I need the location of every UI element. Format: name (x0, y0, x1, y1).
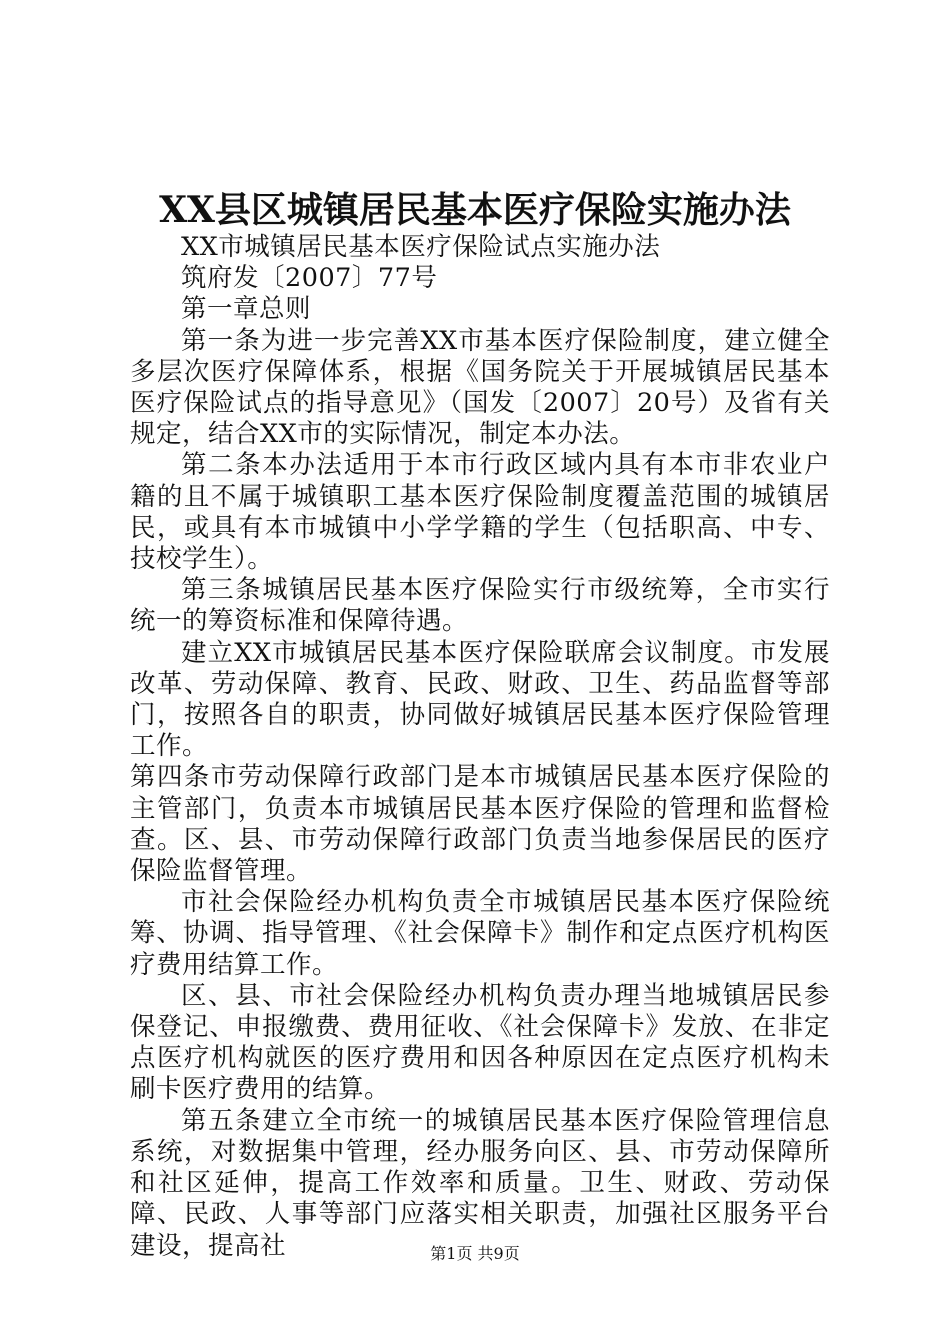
paragraph: 第一章总则 (181, 294, 312, 325)
paragraph: 筑府发〔2007〕77号 (181, 263, 438, 294)
paragraph: 区、县、市社会保险经办机构负责办理当地城镇居民参保登记、申报缴费、费用征收、《社会保障卡》发放、在非定点医疗机构就医的医疗费用和因各种原因在定点医疗机构未刷卡医疗费用的结算。 (130, 980, 830, 1105)
paragraph: 第三条城镇居民基本医疗保险实行市级统筹，全市实行统一的筹资标准和保障待遇。 (130, 575, 830, 637)
paragraph: XX市城镇居民基本医疗保险试点实施办法 (181, 232, 661, 262)
paragraph: 第一条为进一步完善XX市基本医疗保险制度，建立健全多层次医疗保障体系，根据《国务院关于开展城镇居民基本医疗保险试点的指导意见》（国发〔2007〕20号）及省有关规定，结合XX市的实际情况，制定本办法。 (130, 325, 830, 450)
page-number-footer: 第1页 共9页 (430, 1244, 520, 1263)
paragraph: 第四条市劳动保障行政部门是本市城镇居民基本医疗保险的主管部门，负责本市城镇居民基本医疗保险的管理和监督检查。区、县、市劳动保障行政部门负责当地参保居民的医疗保险监督管理。 (130, 762, 830, 887)
paragraph: 第五条建立全市统一的城镇居民基本医疗保险管理信息系统，对数据集中管理，经办服务向区、县、市劳动保障所和社区延伸，提高工作效率和质量。卫生、财政、劳动保障、民政、人事等部门应落实相关职责，加强社区服务平台建设，提高社 (130, 1105, 830, 1261)
paragraph: 市社会保险经办机构负责全市城镇居民基本医疗保险统筹、协调、指导管理、《社会保障卡》制作和定点医疗机构医疗费用结算工作。 (130, 887, 830, 980)
document-body (130, 232, 830, 1262)
paragraph: 建立XX市城镇居民基本医疗保险联席会议制度。市发展改革、劳动保障、教育、民政、财政、卫生、药品监督等部门，按照各自的职责，协同做好城镇居民基本医疗保险管理工作。 (130, 637, 830, 762)
paragraph: 第二条本办法适用于本市行政区域内具有本市非农业户籍的且不属于城镇职工基本医疗保险制度覆盖范围的城镇居民，或具有本市城镇中小学学籍的学生（包括职高、中专、技校学生）。 (130, 450, 830, 575)
document-title: XX县区城镇居民基本医疗保险实施办法 (159, 189, 791, 231)
